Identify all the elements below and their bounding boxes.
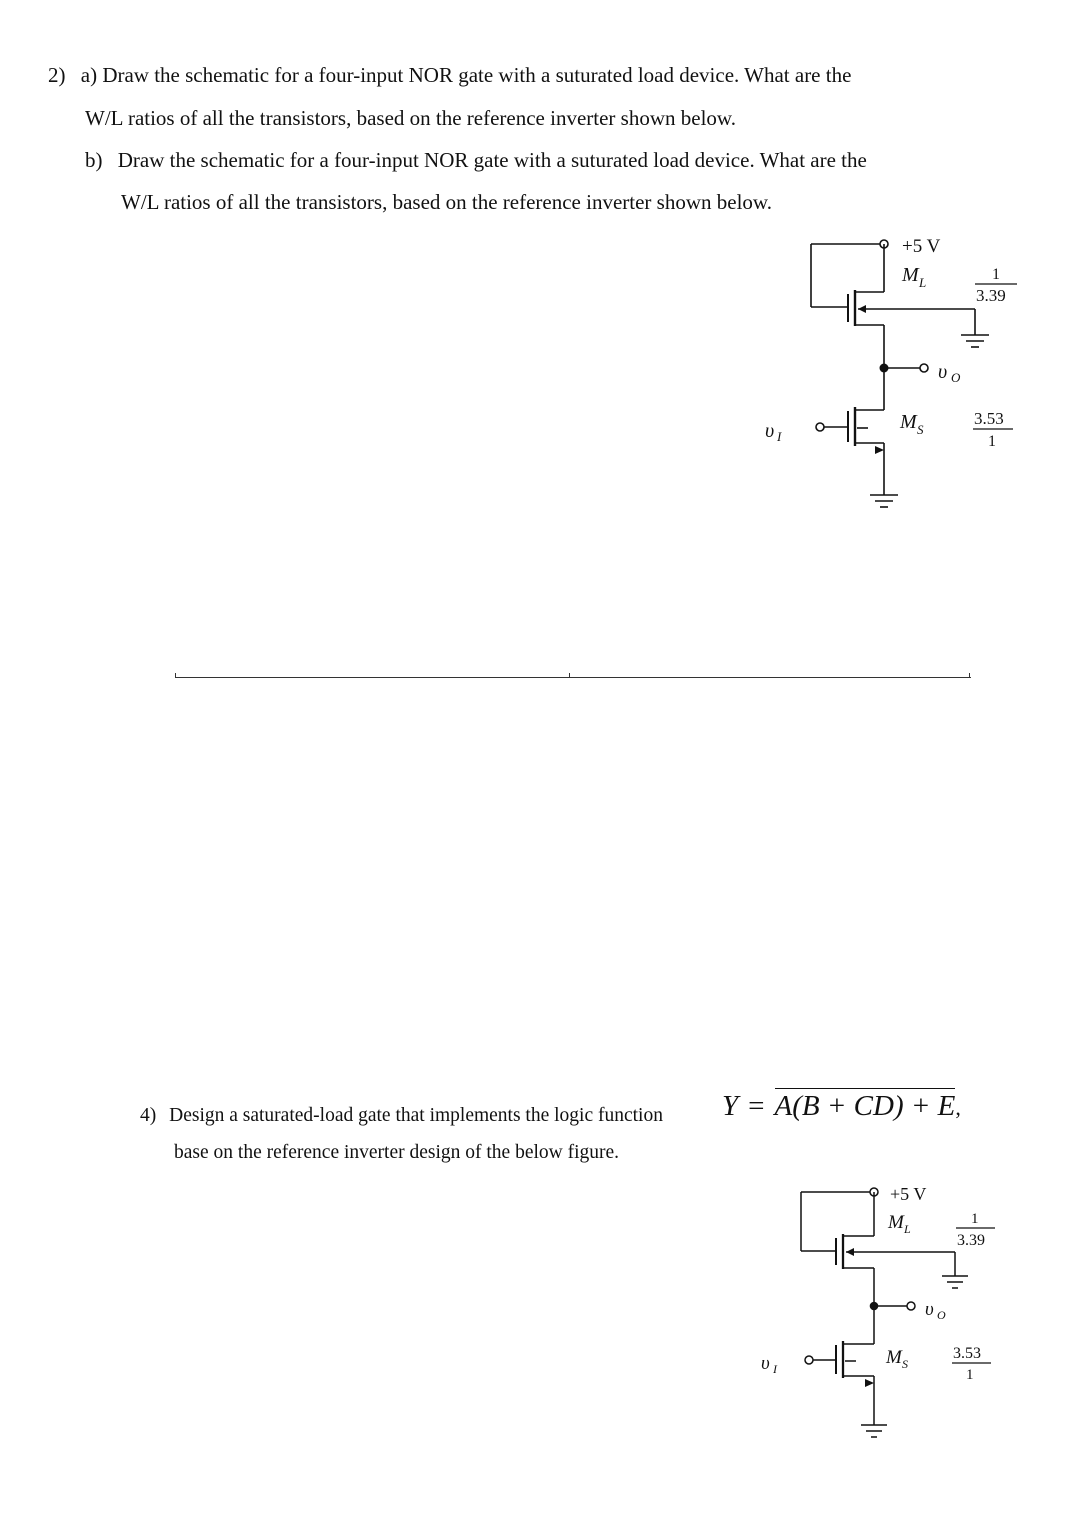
load-transistor-sub: L bbox=[919, 275, 927, 290]
q4-number: 4) bbox=[140, 1105, 157, 1126]
load-ratio-den-2: 3.39 bbox=[957, 1232, 985, 1249]
switch-ratio-num: 3.53 bbox=[974, 409, 1004, 428]
output-label: υ bbox=[938, 361, 948, 383]
formula-rhs: A(B + CD) + E bbox=[774, 1090, 956, 1122]
input-label-sub: I bbox=[777, 429, 782, 444]
q2b-label: b) bbox=[85, 148, 103, 172]
formula-equals: = bbox=[748, 1090, 765, 1122]
formula-comma: , bbox=[955, 1095, 961, 1120]
q4-text-line2: base on the reference inverter design of the below figure. bbox=[174, 1142, 620, 1163]
q2b-text-line2: W/L ratios of all the transistors, based on the reference inverter shown below. bbox=[121, 190, 772, 214]
load-ratio-num-2: 1 bbox=[971, 1211, 979, 1227]
output-label-sub: O bbox=[951, 370, 961, 385]
switch-ratio-den-2: 1 bbox=[966, 1367, 974, 1383]
input-label-sub-2: I bbox=[773, 1362, 777, 1376]
supply-label: +5 V bbox=[902, 236, 941, 257]
q2a-text-line1: Draw the schematic for a four-input NOR gate with a suturated load device. What are the bbox=[102, 63, 852, 87]
load-transistor-sub-2: L bbox=[904, 1222, 911, 1236]
input-label-2: υ bbox=[761, 1353, 770, 1374]
load-ratio-den: 3.39 bbox=[976, 286, 1006, 305]
switch-transistor-sub: S bbox=[917, 422, 924, 437]
switch-transistor-name-2: M bbox=[886, 1347, 902, 1368]
switch-ratio-den: 1 bbox=[988, 433, 996, 450]
q2-number: 2) bbox=[48, 63, 66, 87]
supply-label-2: +5 V bbox=[890, 1184, 927, 1204]
load-ratio-num: 1 bbox=[992, 266, 1000, 283]
q2a-label: a) bbox=[80, 63, 98, 87]
formula-lhs: Y bbox=[722, 1090, 739, 1122]
switch-transistor-name: M bbox=[900, 411, 917, 433]
q2b-text-line1: Draw the schematic for a four-input NOR gate with a suturated load device. What are the bbox=[117, 148, 867, 172]
switch-transistor-sub-2: S bbox=[902, 1357, 908, 1371]
q4-text-line1: Design a saturated-load gate that implements the logic function bbox=[169, 1105, 663, 1126]
load-transistor-name: M bbox=[902, 264, 919, 286]
load-transistor-name-2: M bbox=[888, 1212, 904, 1233]
output-label-sub-2: O bbox=[937, 1308, 946, 1322]
output-label-2: υ bbox=[925, 1299, 934, 1320]
switch-ratio-num-2: 3.53 bbox=[953, 1345, 981, 1362]
q2a-text-line2: W/L ratios of all the transistors, based on the reference inverter shown below. bbox=[85, 106, 736, 130]
input-label: υ bbox=[765, 420, 775, 442]
